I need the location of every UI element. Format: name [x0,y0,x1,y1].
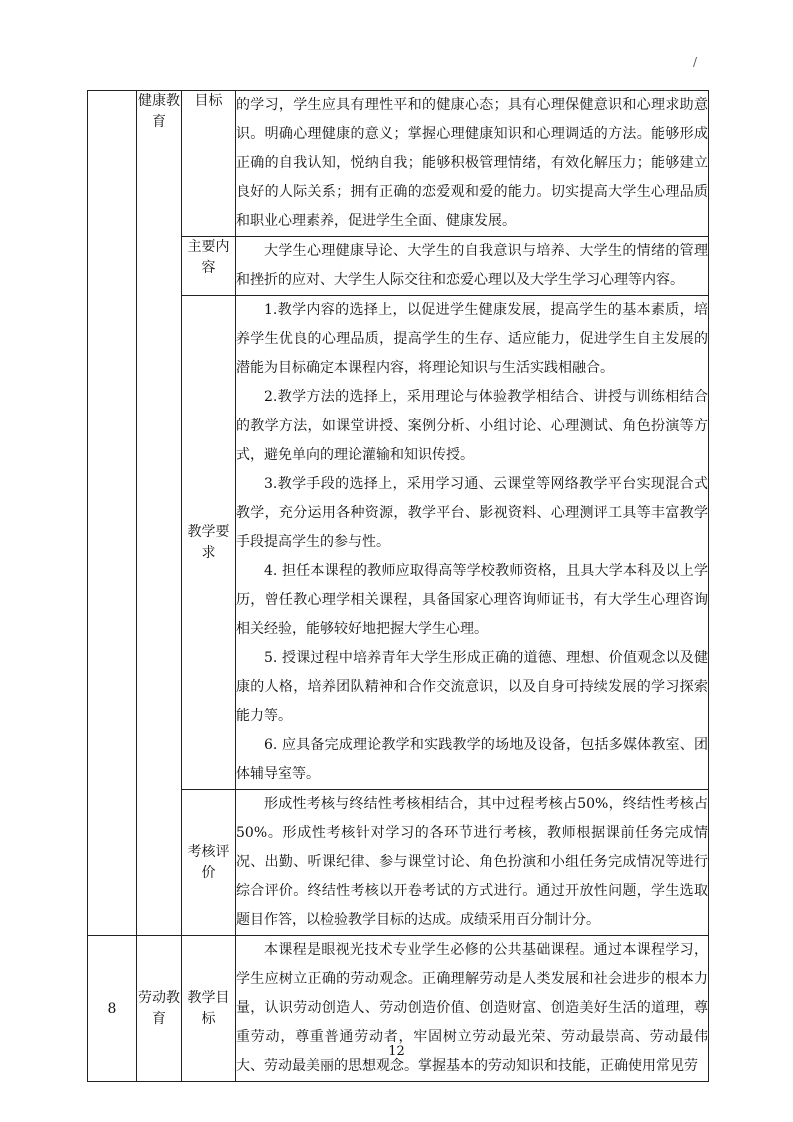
health-requirements-row [88,296,709,790]
labor-number: 8 [88,936,137,1082]
page-number: 12 [388,1044,405,1059]
labor-row [88,936,709,1082]
health-content-cell [236,237,709,296]
health-goal-row [88,91,709,237]
health-assessment-cell [236,790,709,936]
requirement-item: 4. 担任本课程的教师应取得高等学校教师资格，且具大学本科及以上学历，曾任教心理学相关课程，具备国家心理咨询师证书，有大学生心理咨询相关经验，能够较好地把握大学生心理。 [236,563,708,637]
labor-goal-cell [236,936,709,1082]
health-content-text: 大学生心理健康导论、大学生的自我意识与培养、大学生的情绪的管理和挫折的应对、大学生人际交往和恋爱心理以及大学生学习心理等内容。 [236,243,708,288]
health-assessment-row [88,790,709,936]
labor-course-name: 劳动教育 [137,936,182,1082]
corner-mark: / [693,55,698,69]
health-goal-text: 的学习，学生应具有理性平和的健康心态；具有心理保健意识和心理求助意识。明确心理健康的意义；掌握心理健康知识和心理调适的方法。能够形成正确的自我认知，悦纳自我；能够积极管理情绪，有效化解压力；能够建立良好的人际关系；拥有正确的恋爱观和爱的能力。切实提高大学生心理品质和职业心理素养，促进学生全面、健康发展。 [236,97,708,229]
health-assessment-label: 考核评价 [182,790,236,936]
health-number-cell [88,91,137,936]
course-table [87,90,709,1082]
requirement-item: 5. 授课过程中培养青年大学生形成正确的道德、理想、价值观念以及健康的人格，培养团队精神和合作交流意识，以及自身可持续发展的学习探索能力等。 [236,650,708,724]
requirement-item: 1.教学内容的选择上，以促进学生健康发展，提高学生的基本素质，培养学生优良的心理品质，提高学生的生存、适应能力，促进学生自主发展的潜能为目标确定本课程内容，将理论知识与生活实践相融合。 [236,302,708,376]
health-goal-cell [236,91,709,237]
requirement-item: 3.教学手段的选择上，采用学习通、云课堂等网络教学平台实现混合式教学，充分运用各种资源，教学平台、影视资料、心理测评工具等丰富教学手段提高学生的参与性。 [236,476,708,550]
health-requirements-label: 教学要求 [182,296,236,790]
health-assessment-text: 形成性考核与终结性考核相结合，其中过程考核占50%，终结性考核占50%。形成性考核针对学习的各环节进行考核，教师根据课前任务完成情况、出勤、听课纪律、参与课堂讨论、角色扮演和小组任务完成情况等进行综合评价。终结性考核以开卷考试的方式进行。通过开放性问题，学生选取题目作答，以检验教学目标的达成。成绩采用百分制计分。 [236,796,708,928]
requirement-item: 6. 应具备完成理论教学和实践教学的场地及设备，包括多媒体教室、团体辅导室等。 [236,737,708,782]
labor-goal-label: 教学目标 [182,936,236,1082]
health-goal-label: 目标 [182,91,236,237]
requirement-item: 2.教学方法的选择上，采用理论与体验教学相结合、讲授与训练相结合的教学方法，如课堂讲授、案例分析、小组讨论、心理测试、角色扮演等方式，避免单向的理论灌输和知识传授。 [236,389,708,463]
health-content-row [88,237,709,296]
health-requirements-cell [236,296,709,790]
health-content-label: 主要内容 [182,237,236,296]
health-course-name: 健康教育 [137,91,182,936]
labor-goal-text: 本课程是眼视光技术专业学生必修的公共基础课程。通过本课程学习，学生应树立正确的劳动观念。正确理解劳动是人类发展和社会进步的根本力量，认识劳动创造人、劳动创造价值、创造财富、创造美好生活的道理，尊重劳动，尊重普通劳动者，牢固树立劳动最光荣、劳动最崇高、劳动最伟大、劳动最美丽的思想观念。掌握基本的劳动知识和技能，正确使用常见劳 [236,942,708,1074]
